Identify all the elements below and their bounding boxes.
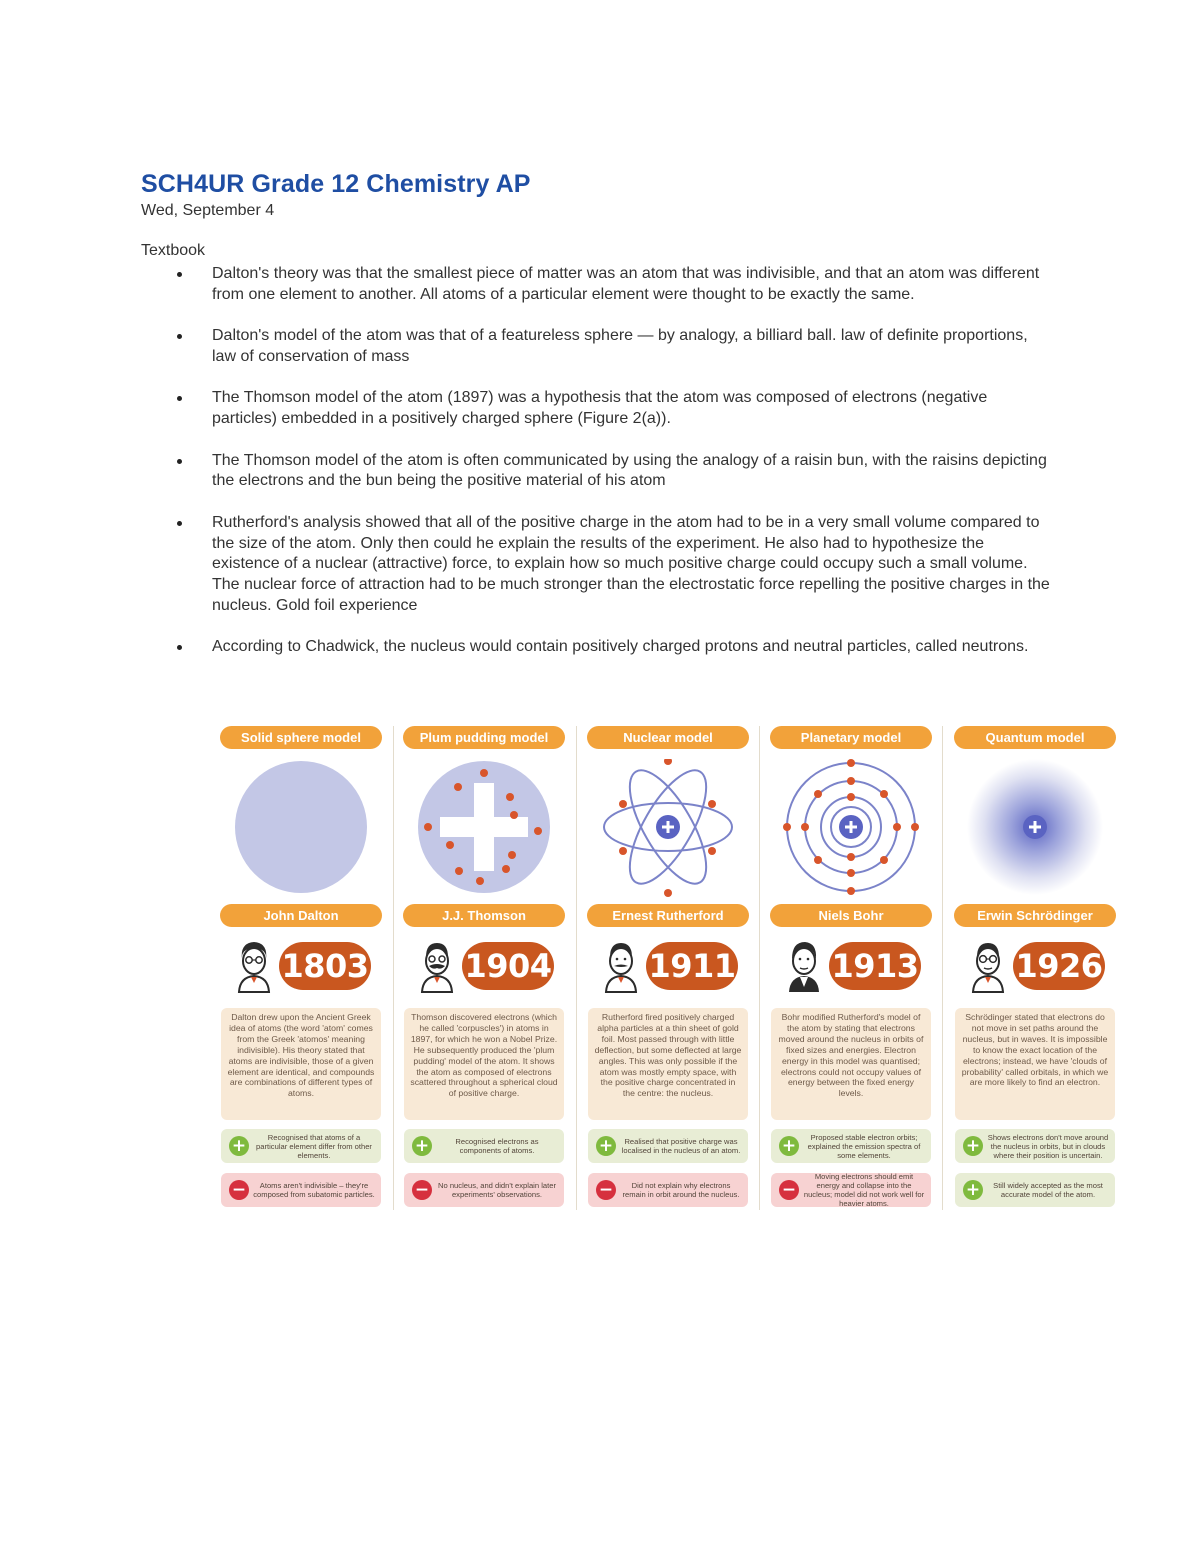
schrodinger-portrait-icon	[968, 937, 1008, 995]
model-column-schrodinger	[952, 722, 1118, 1212]
quantum-cloud-icon	[965, 759, 1105, 899]
model-description: Rutherford fired positively charged alpha particles at a thin sheet of gold foil. Most passed through with little deflection, but some deflected at large angles. This was only possible if the atom was mostly empty space, with the positive charge concentrated in the centre: the nucleus.	[588, 1008, 748, 1120]
solid-sphere-icon	[231, 759, 371, 899]
year-badge: 1803	[279, 942, 371, 990]
model-name-pill: Plum pudding model	[403, 726, 565, 749]
con-point	[771, 1173, 931, 1207]
year-badge: 1904	[462, 942, 554, 990]
pro-text: Recognised electrons as components of atoms.	[455, 1137, 539, 1155]
minus-icon: −	[779, 1180, 799, 1200]
plus-icon: +	[779, 1136, 799, 1156]
scientist-name-pill: J.J. Thomson	[403, 904, 565, 927]
scientist-name-pill: Ernest Rutherford	[587, 904, 749, 927]
pro-text: Still widely accepted as the most accurate model of the atom.	[993, 1181, 1103, 1199]
pro-point	[771, 1129, 931, 1163]
note-item: Rutherford's analysis showed that all of the positive charge in the atom had to be in a very small volume compared to the size of the atom. Only then could he explain the results of the experiment. He also had to hypothesize the existence of a nuclear (attractive) force, to explain how so much positive charge could occupy such a small volume. The nuclear force of attraction had to be much stronger than the electrostatic force repelling the positive charges in the nucleus. Gold foil experience	[175, 513, 1055, 617]
column-divider	[759, 726, 760, 1210]
con-point	[404, 1173, 564, 1207]
model-column-thomson	[401, 722, 567, 1212]
note-item: Dalton's model of the atom was that of a featureless sphere — by analogy, a billiard ball. law of definite proportions, law of conservation of mass	[175, 326, 1055, 368]
note-item: The Thomson model of the atom is often communicated by using the analogy of a raisin bun, with the raisins depicting the electrons and the bun being the positive material of his atom	[175, 451, 1055, 493]
thomson-portrait-icon	[417, 937, 457, 995]
con-point	[221, 1173, 381, 1207]
scientist-name-pill: Erwin Schrödinger	[954, 904, 1116, 927]
pro-point	[404, 1129, 564, 1163]
plus-icon: +	[229, 1136, 249, 1156]
plus-icon: +	[596, 1136, 616, 1156]
pro-point	[588, 1129, 748, 1163]
column-divider	[942, 726, 943, 1210]
scientist-name-pill: John Dalton	[220, 904, 382, 927]
pro-point	[955, 1173, 1115, 1207]
pro-text: Shows electrons don't move around the nucleus in orbits, but in clouds where their position is uncertain.	[987, 1132, 1109, 1160]
note-item: According to Chadwick, the nucleus would contain positively charged protons and neutral particles, called neutrons.	[175, 637, 1055, 658]
minus-icon: −	[412, 1180, 432, 1200]
note-item: The Thomson model of the atom (1897) was a hypothesis that the atom was composed of electrons (negative particles) embedded in a positively charged sphere (Figure 2(a)).	[175, 388, 1055, 430]
scientist-name-pill: Niels Bohr	[770, 904, 932, 927]
plus-icon: +	[412, 1136, 432, 1156]
plus-icon: +	[963, 1180, 983, 1200]
plus-icon: +	[963, 1136, 983, 1156]
nuclear-model-icon	[598, 759, 738, 899]
page-title: SCH4UR Grade 12 Chemistry AP	[141, 170, 531, 198]
model-column-dalton	[218, 722, 384, 1212]
dalton-portrait-icon	[234, 937, 274, 995]
section-label: Textbook	[141, 242, 206, 259]
pro-point	[221, 1129, 381, 1163]
atomic-models-infographic	[218, 722, 1120, 1212]
con-point	[588, 1173, 748, 1207]
con-text: No nucleus, and didn't explain later experiments' observations.	[438, 1181, 556, 1199]
plum-pudding-icon	[414, 759, 554, 899]
model-name-pill: Solid sphere model	[220, 726, 382, 749]
model-column-bohr	[768, 722, 934, 1212]
model-name-pill: Planetary model	[770, 726, 932, 749]
page-date: Wed, September 4	[141, 202, 275, 219]
pro-point	[955, 1129, 1115, 1163]
rutherford-portrait-icon	[601, 937, 641, 995]
con-text: Atoms aren't indivisible – they're composed from subatomic particles.	[253, 1181, 375, 1199]
year-badge: 1913	[829, 942, 921, 990]
minus-icon: −	[229, 1180, 249, 1200]
year-badge: 1911	[646, 942, 738, 990]
notes-list	[175, 264, 1055, 679]
note-item: Dalton's theory was that the smallest piece of matter was an atom that was indivisible, and that an atom was different from one element to another. All atoms of a particular element were thought to be exactly the same.	[175, 264, 1055, 306]
column-divider	[393, 726, 394, 1210]
con-text: Moving electrons should emit energy and collapse into the nucleus; model did not work well for heavier atoms.	[803, 1172, 925, 1208]
pro-text: Proposed stable electron orbits; explained the emission spectra of some elements.	[807, 1132, 921, 1160]
model-description: Dalton drew upon the Ancient Greek idea of atoms (the word 'atom' comes from the Greek 'atomos' meaning indivisible). His theory stated that atoms are indivisible, those of a given element are identical, and compounds are combinations of different types of atoms.	[221, 1008, 381, 1120]
con-text: Did not explain why electrons remain in orbit around the nucleus.	[622, 1181, 740, 1199]
model-description: Schrödinger stated that electrons do not move in set paths around the nucleus, but in waves. It is impossible to know the exact location of the electrons; instead, we have 'clouds of probability' called orbitals, in which we are more likely to find an electron.	[955, 1008, 1115, 1120]
minus-icon: −	[596, 1180, 616, 1200]
pro-text: Recognised that atoms of a particular element differ from other elements.	[256, 1132, 372, 1160]
model-name-pill: Nuclear model	[587, 726, 749, 749]
model-column-rutherford	[585, 722, 751, 1212]
model-description: Bohr modified Rutherford's model of the atom by stating that electrons moved around the nucleus in orbits of fixed sizes and energies. Electron energy in this model was quantised; electrons could not occupy values of energy between the fixed energy levels.	[771, 1008, 931, 1120]
model-name-pill: Quantum model	[954, 726, 1116, 749]
bohr-portrait-icon	[784, 937, 824, 995]
planetary-model-icon	[781, 759, 921, 899]
pro-text: Realised that positive charge was localised in the nucleus of an atom.	[621, 1137, 741, 1155]
model-description: Thomson discovered electrons (which he called 'corpuscles') in atoms in 1897, for which he won a Nobel Prize. He subsequently produced the 'plum pudding' model of the atom. It shows the atom as composed of electrons scattered throughout a spherical cloud of positive charge.	[404, 1008, 564, 1120]
column-divider	[576, 726, 577, 1210]
year-badge: 1926	[1013, 942, 1105, 990]
